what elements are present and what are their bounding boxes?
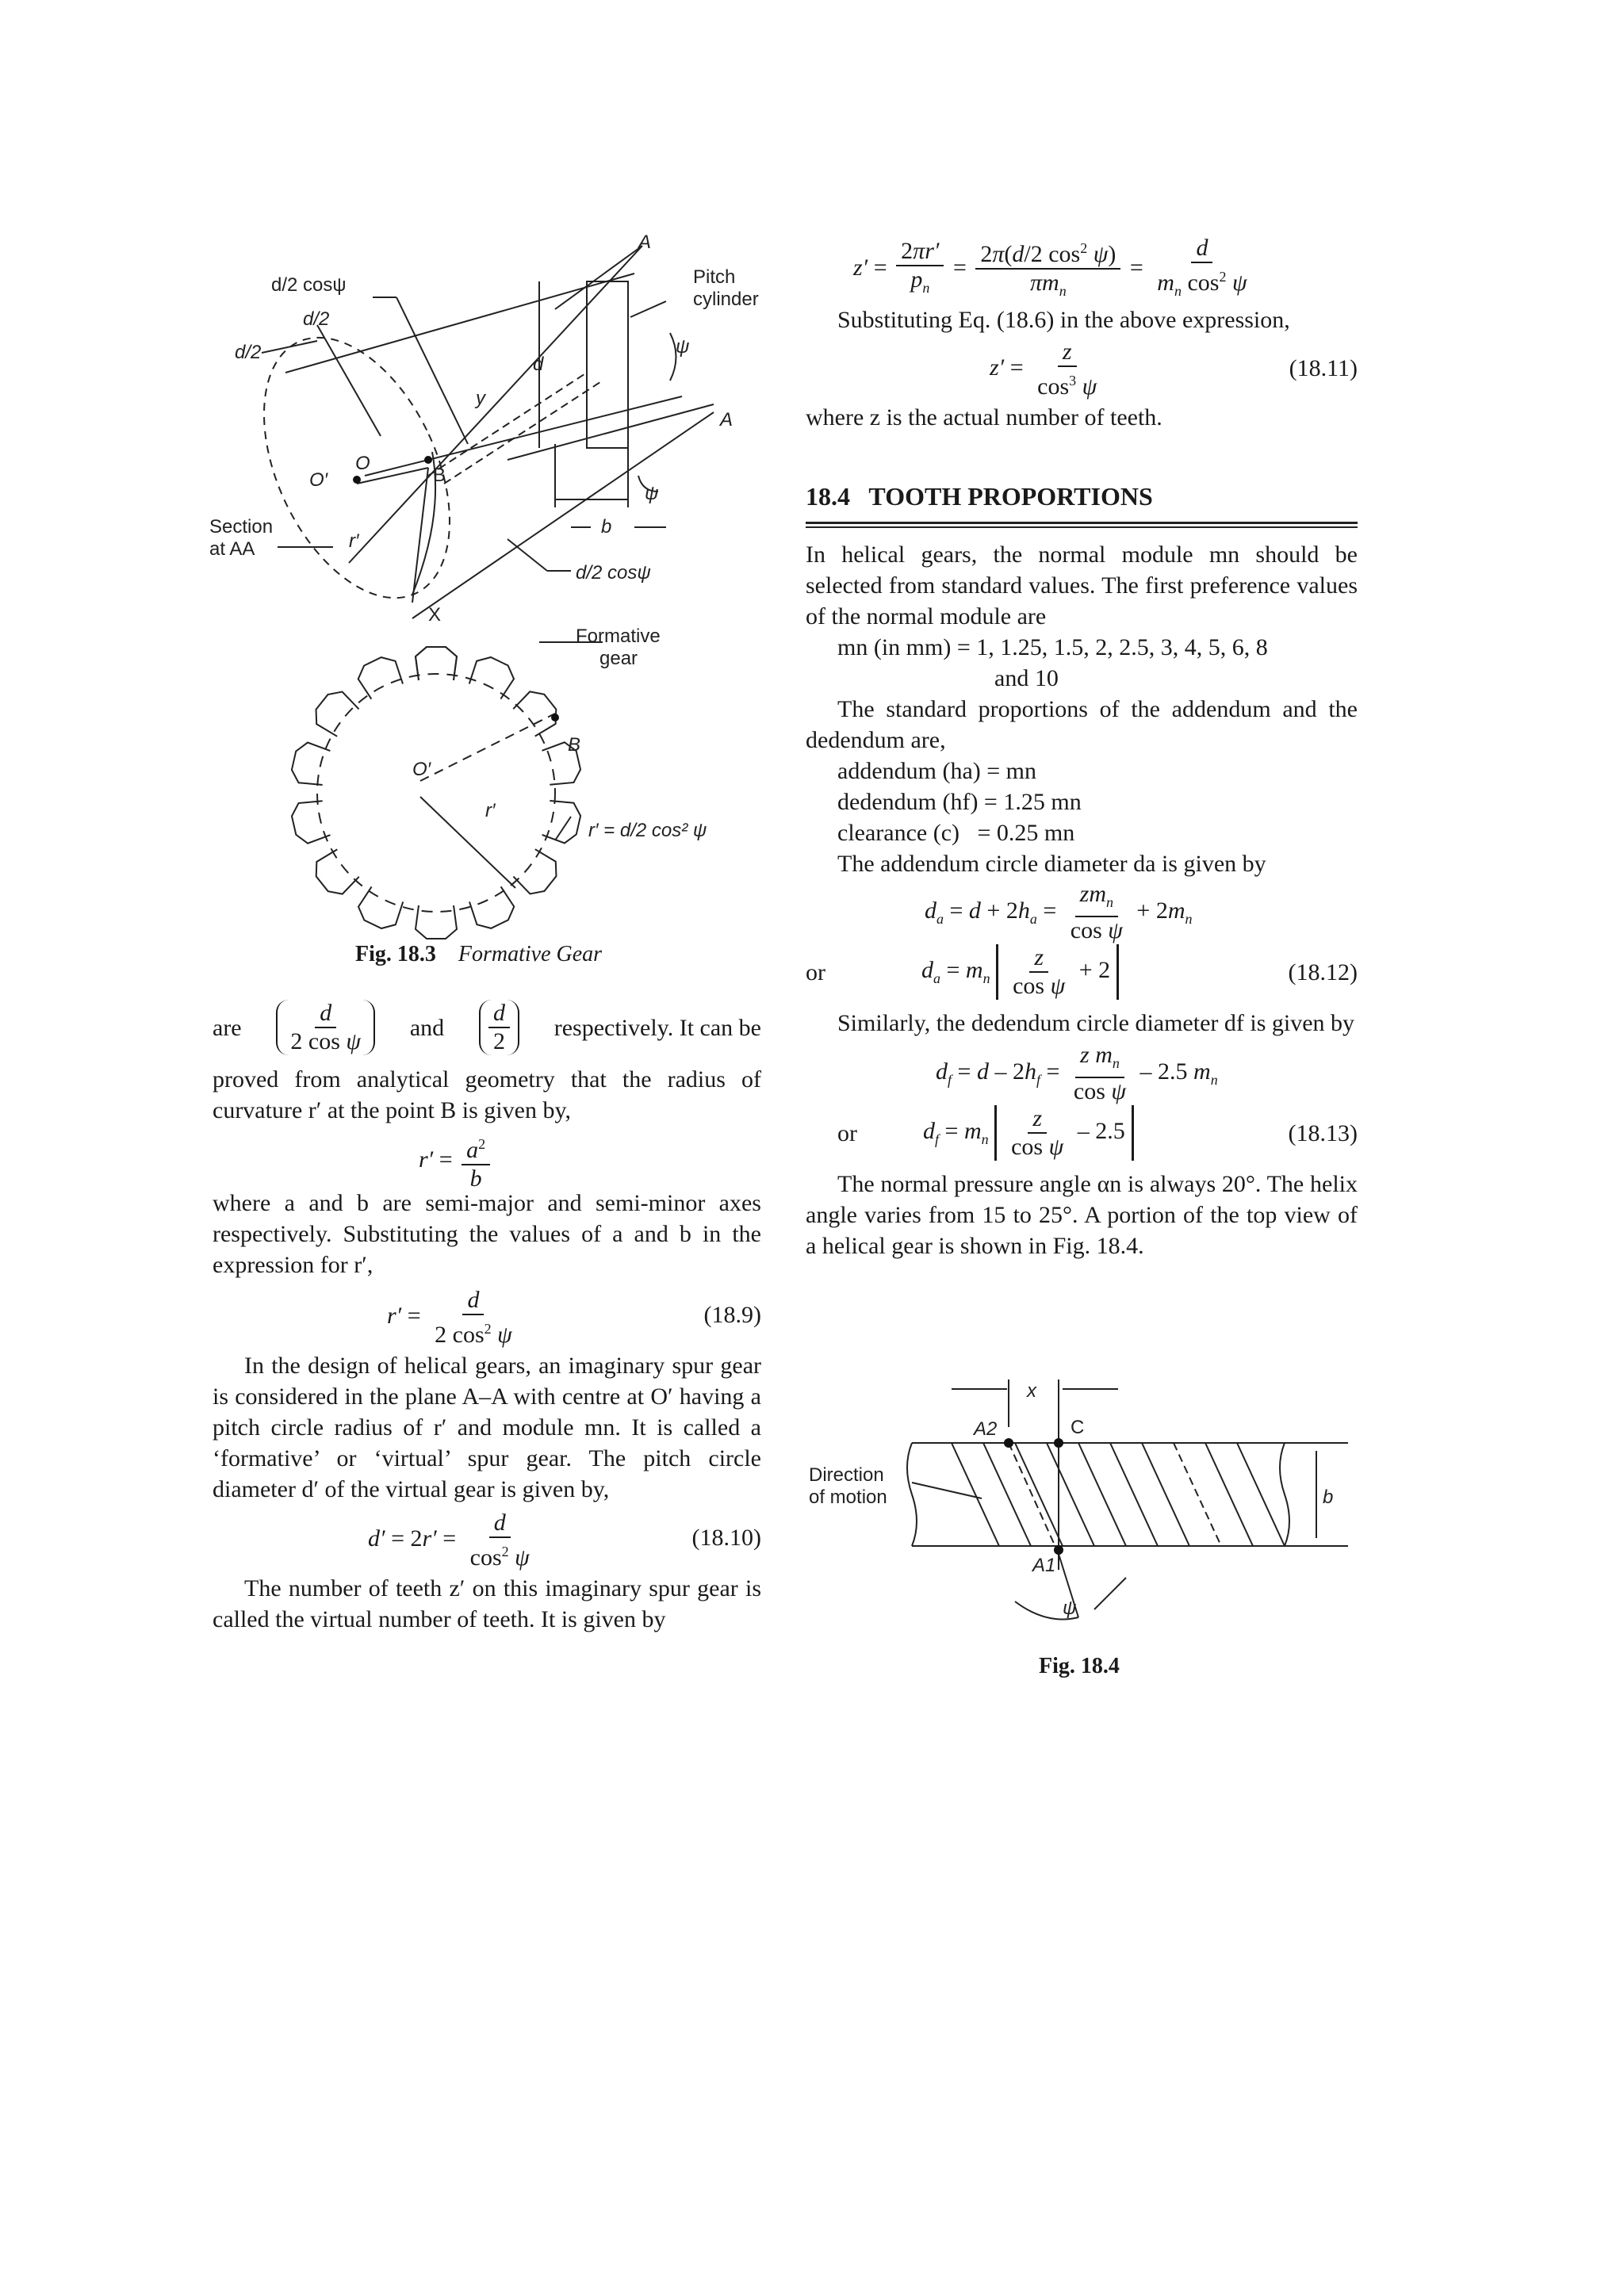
label-cylinder: cylinder [693, 289, 759, 310]
design-paragraph: In the design of helical gears, an imaginary spur gear is considered in the plane A–A with centre at O′ having a pitch circle radius of r′ and module mn. It is called a ‘formative’ or ‘virtual’ spur gear. The pitch circle diameter d′ of the virtual gear is given by, [213, 1353, 761, 1502]
label-C: C [1071, 1417, 1085, 1438]
fig-18-3-title: Formative Gear [458, 942, 603, 966]
label-b-184: b [1323, 1487, 1334, 1508]
fig-18-4-label: Fig. 18.4 [1039, 1654, 1120, 1678]
dedendum-line: dedendum (hf) = 1.25 mn [837, 789, 1082, 815]
label-d2cospsi: d/2 cosψ [271, 274, 347, 296]
fraction-d-2cospsi: $\frac{d}{\text{2 cos ψ}}$ [276, 1000, 375, 1055]
label-d2cospsi-bottom: d/2 cosψ [576, 562, 651, 584]
figure-18-4 [801, 1364, 1372, 1665]
are-text: are [213, 1014, 242, 1041]
addendum-line: addendum (ha) = mn [837, 758, 1037, 784]
label-A-mid: A [720, 409, 733, 430]
helical-paragraph: In helical gears, the normal module mn should be selected from standard values. The first preference values of the normal module are [806, 541, 1358, 629]
equation-18-10: d′ = 2r′ = $\frac{d}{\cos^2 \psi}$ (18.10) [368, 1510, 761, 1571]
label-A2: A2 [974, 1418, 998, 1440]
or-2: or [837, 1120, 857, 1146]
equation-da: $d_a = d + 2h_a$ = $\frac{zm_n}{\text{cos ψ}}$ + $2m_n$ [925, 881, 1193, 943]
label-b: b [601, 516, 612, 538]
fraction-d-2: $\frac{d}{2}$ [479, 1000, 519, 1055]
label-pitch: Pitch [693, 266, 736, 288]
label-gear: gear [599, 648, 638, 669]
module-values: mn (in mm) = 1, 1.25, 1.5, 2, 2.5, 3, 4, 5, 6, 8 [837, 634, 1268, 660]
where-z-paragraph: where z is the actual number of teeth. [806, 404, 1162, 430]
fig-18-4-caption [1039, 1654, 1120, 1679]
and-text: and [409, 1014, 445, 1041]
label-at-AA: at AA [209, 538, 255, 560]
label-x: x [1027, 1380, 1036, 1402]
label-A-top: A [638, 232, 652, 253]
right-column-body [806, 539, 1358, 1261]
label-psi-low: ψ [645, 483, 659, 504]
equation-z-prime: z′ = $\frac{2\pi r'}{p_n}$ = $\frac{2\pi(d/2 \cos^2 \psi)}{\pi m_n}$ = $\frac{d}{m_n \cos^2 \psi}$ [853, 235, 1247, 299]
label-B: B [433, 465, 446, 486]
label-A1: A1 [1032, 1555, 1056, 1576]
eq-number-18-13: (18.13) [1288, 1120, 1358, 1146]
pitch-cylinder-rect [587, 281, 628, 448]
module-values-cont: and 10 [994, 665, 1059, 691]
or-1: or [806, 959, 825, 985]
label-r-formula: r′ = d/2 cos² ψ [588, 820, 707, 841]
label-X: X [428, 604, 442, 626]
equation-18-11: z′ = $\frac{z}{\cos^3 \psi}$ (18.11) [990, 339, 1358, 400]
left-column [213, 991, 761, 1635]
figure-18-3 [198, 230, 785, 943]
clearance-line: clearance (c) = 0.25 mn [837, 820, 1075, 846]
similarly-paragraph: Similarly, the dedendum circle diameter df is given by [837, 1010, 1355, 1036]
label-r-gear: r′ [485, 800, 496, 821]
label-d2-b: d/2 [235, 342, 262, 363]
label-O-gear: O′ [412, 759, 431, 780]
label-psi-184: ψ [1063, 1598, 1077, 1619]
label-section: Section [209, 516, 274, 538]
label-y: y [476, 388, 485, 409]
cylinder-edge-mid [365, 396, 682, 476]
equation-df: $d_f = d - 2h_f$ = $\frac{z m_n}{\text{cos ψ}}$ – 2.5 $m_n$ [936, 1042, 1218, 1104]
equation-18-9: r′ = $\frac{d}{2 \cos^2 \psi}$ (18.9) [387, 1287, 761, 1348]
label-B-gear: B [568, 734, 581, 756]
proved-paragraph: proved from analytical geometry that the radius of curvature r′ at the point B is given by, [213, 1066, 761, 1123]
section-number: 18.4 [806, 482, 850, 511]
are-line [213, 991, 761, 1064]
fig-18-3-caption [355, 942, 602, 967]
cylinder-edge-lower [412, 412, 714, 618]
where-paragraph: where a and b are semi-major and semi-minor axes respectively. Substituting the values of a and b in the expression for r′, [213, 1190, 761, 1278]
eq-number-18-11: (18.11) [1289, 355, 1358, 381]
normal-paragraph: The normal pressure angle αn is always 20°. The helix angle varies from 15 to 25°. A portion of the top view of a helical gear is shown in Fig. 18.4. [806, 1171, 1358, 1259]
cylinder-edge-top [349, 246, 642, 563]
fig-18-3-label: Fig. 18.3 [355, 942, 436, 966]
addendum-circle-paragraph: The addendum circle diameter da is given by [837, 851, 1266, 877]
respectively-text: respectively. It can be [553, 1014, 761, 1041]
substituting-paragraph: Substituting Eq. (18.6) in the above expression, [837, 307, 1290, 333]
right-column-top [806, 233, 1358, 433]
label-d2-a: d/2 [303, 308, 330, 330]
label-d: d [533, 354, 544, 375]
label-psi-top: ψ [676, 336, 690, 358]
number-paragraph: The number of teeth z′ on this imaginary spur gear is called the virtual number of teeth. It is given by [213, 1575, 761, 1632]
equation-r-a2-b: r′ = $\frac{a^2}{b}$ [213, 1126, 761, 1188]
label-Oprime: O′ [309, 469, 328, 491]
axis-line-top [555, 246, 642, 309]
equation-18-13: or $d_f = m_n$ $\frac{z}{\text{cos ψ}}$ – 2.5 (18.13) [837, 1105, 1358, 1160]
eq-number-18-10: (18.10) [691, 1525, 761, 1551]
eq-number-18-12: (18.12) [1288, 959, 1358, 985]
equation-18-12: or $d_a = m_n$ $\frac{z}{\text{cos ψ}}$ + 2 (18.12) [806, 944, 1358, 999]
formative-gear [289, 647, 583, 939]
label-O: O [355, 453, 370, 474]
eq-number-18-9: (18.9) [703, 1302, 761, 1328]
label-rprime: r′ [349, 530, 359, 552]
label-direction: Direction [809, 1464, 884, 1486]
section-title: TOOTH PROPORTIONS [868, 482, 1153, 511]
label-formative: Formative [576, 626, 661, 647]
label-of-motion: of motion [809, 1487, 887, 1508]
standard-paragraph: The standard proportions of the addendum and the dedendum are, [806, 696, 1358, 753]
section-heading-18-4 [806, 482, 1358, 511]
